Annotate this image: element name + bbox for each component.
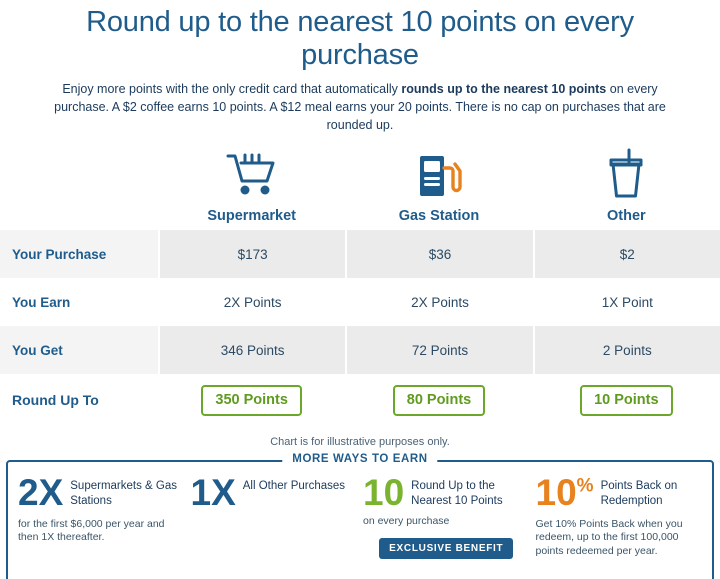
cell-roundup-supermarket: 350 Points [201,385,302,416]
header-spacer [0,144,158,230]
table-row [0,278,720,326]
row-label-you-get: You Get [0,326,158,374]
more-ways-head-10-percent [535,472,703,514]
more-ways-num-1x: 1X [190,472,236,514]
exclusive-benefit-wrap [363,528,530,559]
more-ways-grid [18,472,702,559]
cell-get-supermarket: 346 Points [158,326,345,374]
table-row [0,326,720,374]
row-label-your-purchase: Your Purchase [0,230,158,278]
more-ways-label-10-percent: Points Back on Redemption [600,480,678,507]
cell-earn-gas: 2X Points [345,278,532,326]
page-title: Round up to the nearest 10 points on every purchase [86,6,634,72]
comparison-table [0,230,720,426]
cell-roundup-other-wrap [533,374,720,426]
shopping-cart-icon [158,144,345,200]
cell-earn-supermarket: 2X Points [158,278,345,326]
page-subtitle [0,72,720,134]
cell-roundup-gas-wrap [345,374,532,426]
subtitle-part-2: on every purchase. A $2 coffee earns 10 points. A $12 meal earns your 20 points. There is no cap on purchases that are rounded up. [54,82,666,133]
subtitle-bold: rounds up to the nearest 10 points [401,82,607,97]
row-label-you-earn: You Earn [12,294,71,310]
category-column-other [533,144,720,230]
more-ways-sub-10: on every purchase [363,514,450,527]
cell-purchase-supermarket: $173 [158,230,345,278]
status-badge-exclusive-benefit: EXCLUSIVE BENEFIT [379,538,513,559]
more-ways-head-10 [363,472,530,514]
more-ways-item-10 [363,472,530,559]
more-ways-head-1x [190,472,358,514]
category-column-supermarket [158,144,345,230]
cell-earn-other: 1X Point [533,278,720,326]
table-row-round-up [0,374,720,426]
category-column-gas-station [345,144,532,230]
more-ways-sub-10-percent: Get 10% Points Back when you redeem, up to the first 100,000 points redeemed per year. [535,517,683,557]
category-title-supermarket: Supermarket [207,208,296,225]
cell-roundup-gas: 80 Points [393,385,485,416]
more-ways-label-10: Round Up to the Nearest 10 Points [411,480,503,507]
more-ways-item-10-percent [535,472,703,559]
chart-footnote: Chart is for illustrative purposes only. [270,436,450,449]
cell-roundup-supermarket-wrap [158,374,345,426]
cell-get-gas: 72 Points [345,326,532,374]
more-ways-num-2x: 2X [18,472,64,514]
more-ways-to-earn-title: MORE WAYS TO EARN [282,453,437,465]
more-ways-num-10-percent: 10% [535,472,594,514]
category-header-row [0,144,720,230]
category-title-other: Other [606,208,646,225]
more-ways-to-earn-box [6,453,714,579]
more-ways-item-2x [18,472,185,559]
cell-purchase-other: $2 [533,230,720,278]
cell-get-other: 2 Points [533,326,720,374]
more-ways-label-2x: Supermarkets & Gas Stations [70,480,177,507]
more-ways-sub-2x: for the first $6,000 per year and then 1X thereafter. [18,517,165,544]
drink-cup-icon [533,144,720,200]
cell-roundup-other: 10 Points [580,385,672,416]
cell-purchase-gas: $36 [345,230,532,278]
more-ways-item-1x [190,472,358,559]
subtitle-part-1: Enjoy more points with the only credit card that automatically [62,82,402,97]
more-ways-label-1x: All Other Purchases [242,480,346,493]
more-ways-head-2x [18,472,185,514]
category-title-gas-station: Gas Station [398,208,480,225]
row-label-round-up-to: Round Up To [12,392,99,409]
more-ways-num-10: 10 [363,472,405,514]
table-row [0,230,720,278]
gas-pump-icon [345,144,532,200]
